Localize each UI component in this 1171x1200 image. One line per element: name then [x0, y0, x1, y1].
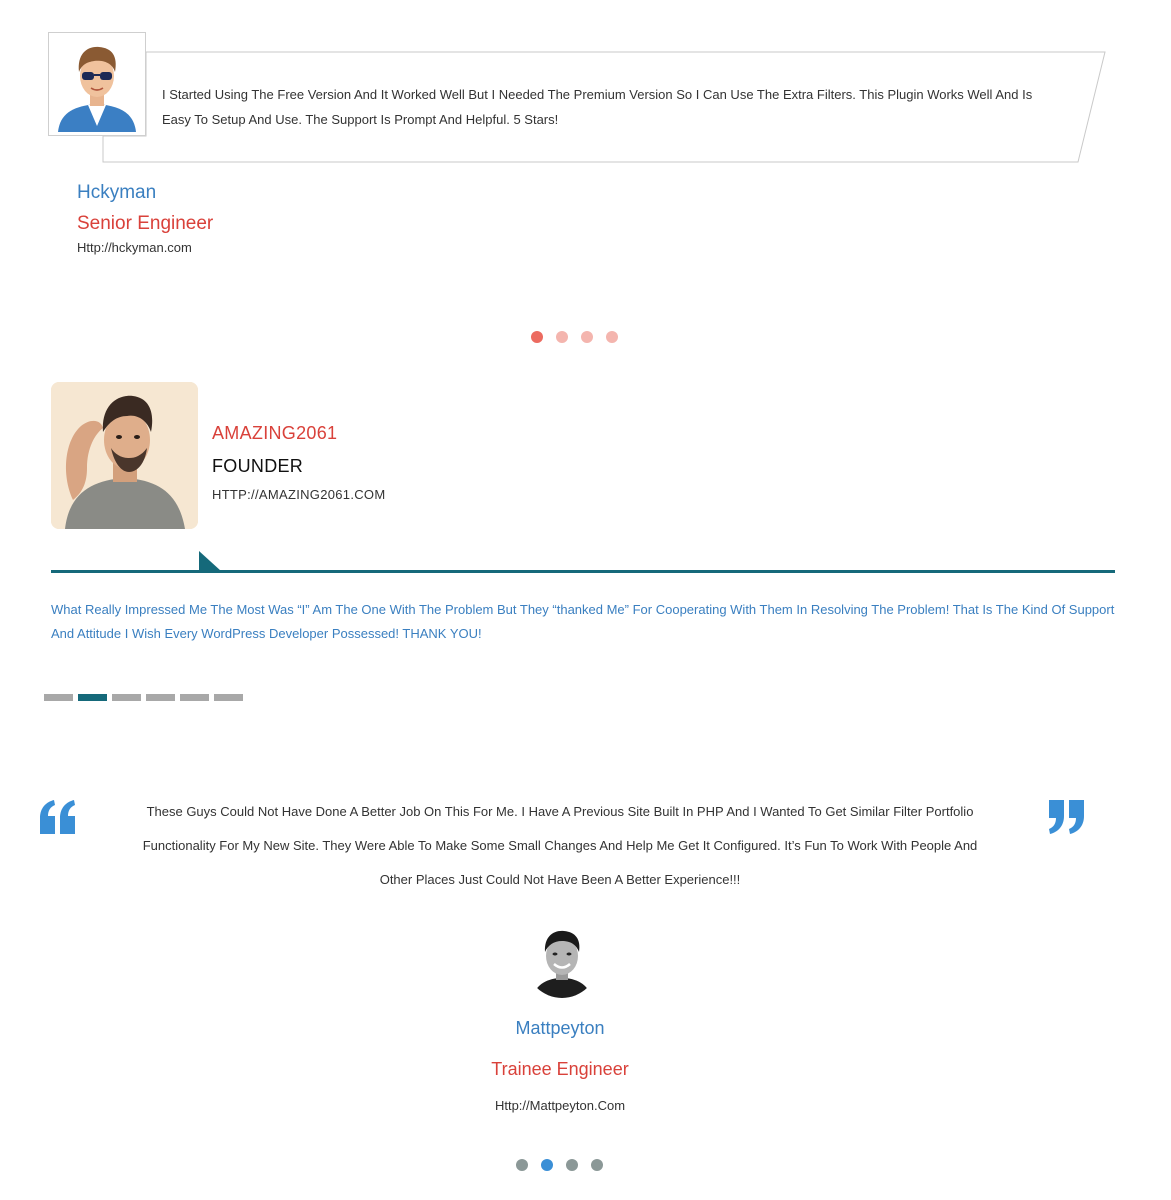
carousel-pagination-3 — [516, 1159, 603, 1171]
pagination-bar[interactable] — [214, 694, 243, 701]
author-title: Trainee Engineer — [491, 1059, 629, 1079]
testimonial-quote: These Guys Could Not Have Done A Better Job On This For Me. I Have A Previous Site Built In PHP And I Wanted To Get Similar Filter Portfolio Functionality For My New Site. They Were Able To Make Some Small Changes And Help Me Get It Configured. It’s Fun To Work With People And Other Places Just Could Not Have Been A Better Experience!!! — [142, 804, 978, 887]
pagination-dot[interactable] — [566, 1159, 578, 1171]
pagination-dot[interactable] — [591, 1159, 603, 1171]
pagination-dot[interactable] — [541, 1159, 553, 1171]
testimonial-quote: What Really Impressed Me The Most Was “I” Am The One With The Problem But They “thanked Me” For Cooperating With Them In Resolving The Problem! That Is The Kind Of Support And Attitude I Wish Every WordPress Developer Possessed! THANK YOU! — [51, 602, 1115, 641]
author-name: Hckyman — [77, 182, 157, 203]
pagination-dot[interactable] — [556, 331, 568, 343]
quote-close-icon — [1046, 798, 1086, 836]
author-name: AMAZING2061 — [212, 423, 338, 443]
author-photo — [526, 926, 598, 998]
author-url[interactable]: HTTP://AMAZING2061.COM — [212, 487, 386, 502]
pagination-bar[interactable] — [78, 694, 107, 701]
speech-pointer-icon — [199, 551, 221, 571]
testimonial-quote: I Started Using The Free Version And It Worked Well But I Needed The Premium Version So I Can Use The Extra Filters. This Plugin Works Well And Is Easy To Setup And Use. The Support Is Prompt And Helpful. 5 Stars! — [162, 87, 1033, 127]
author-name: Mattpeyton — [515, 1018, 605, 1038]
carousel-pagination-2 — [44, 694, 243, 701]
pagination-dot[interactable] — [531, 331, 543, 343]
author-title: FOUNDER — [212, 456, 304, 476]
divider-line — [51, 570, 1115, 573]
pagination-bar[interactable] — [146, 694, 175, 701]
author-photo — [51, 382, 198, 529]
quote-open-icon — [38, 798, 78, 836]
pagination-dot[interactable] — [581, 331, 593, 343]
pagination-bar[interactable] — [180, 694, 209, 701]
pagination-dot[interactable] — [606, 331, 618, 343]
author-url[interactable]: Http://hckyman.com — [77, 240, 192, 255]
pagination-bar[interactable] — [44, 694, 73, 701]
cartoon-man-avatar-icon — [48, 32, 146, 136]
author-title: Senior Engineer — [77, 213, 214, 234]
pagination-dot[interactable] — [516, 1159, 528, 1171]
carousel-pagination-1 — [531, 331, 618, 343]
author-url[interactable]: Http://Mattpeyton.Com — [494, 1098, 626, 1113]
pagination-bar[interactable] — [112, 694, 141, 701]
